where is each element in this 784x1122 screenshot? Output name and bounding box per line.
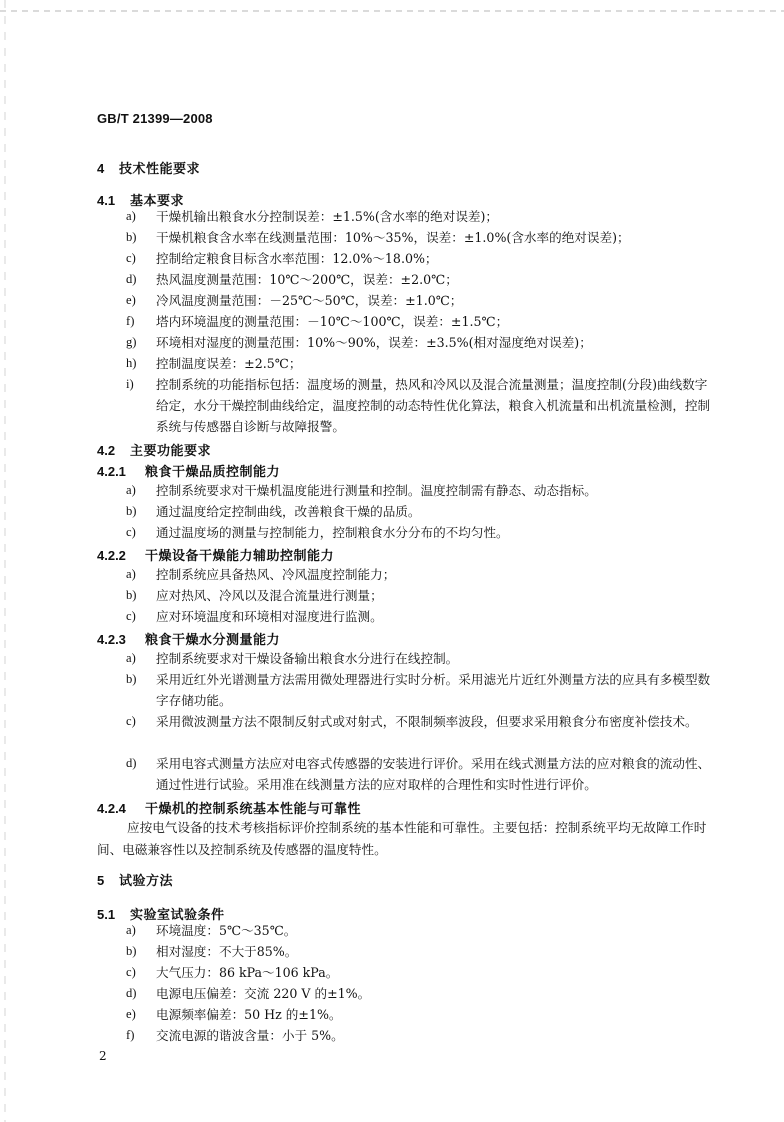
- item-label: b): [126, 588, 137, 602]
- section-title: 干燥机的控制系统基本性能与可靠性: [145, 802, 362, 817]
- section-title: 主要功能要求: [130, 444, 212, 459]
- item-text: 控制系统要求对干燥设备输出粮食水分进行在线控制。: [156, 651, 459, 666]
- list-item: [126, 920, 716, 941]
- list-item: [126, 501, 716, 522]
- section-5-heading: [97, 870, 173, 889]
- item-text: 塔内环境温度的测量范围：－10℃～100℃，误差：±1.5℃；: [156, 314, 509, 329]
- list-item: [126, 564, 716, 585]
- paragraph: 应按电气设备的技术考核指标评价控制系统的基本性能和可靠性。主要包括：控制系统平均无故障工作时间、电磁兼容性以及控制系统及传感器的温度特性。: [97, 820, 707, 857]
- item-label: a): [126, 651, 136, 665]
- item-text: 控制给定粮食目标含水率范围：12.0%～18.0%；: [156, 251, 438, 266]
- section-title: 干燥设备干燥能力辅助控制能力: [145, 549, 335, 564]
- list-item: [126, 941, 716, 962]
- list-item: [126, 311, 716, 332]
- item-text: 通过温度给定控制曲线，改善粮食干燥的品质。: [156, 504, 421, 519]
- item-text: 干燥机粮食含水率在线测量范围：10%～35%，误差：±1.0%(含水率的绝对误差)；: [156, 230, 630, 245]
- list-item: [126, 648, 716, 669]
- item-label: b): [126, 504, 137, 518]
- item-label: h): [126, 356, 137, 370]
- list-item: [126, 522, 716, 543]
- item-text: 控制温度误差：±2.5℃；: [156, 356, 302, 371]
- list-item: [126, 374, 716, 437]
- item-text: 环境相对湿度的测量范围：10%～90%，误差：±3.5%(相对湿度绝对误差)；: [156, 335, 592, 350]
- item-text: 采用近红外光谱测量方法需用微处理器进行实时分析。采用滤光片近红外测量方法的应具有多模型数字存储功能。: [156, 672, 711, 708]
- list-item: [126, 669, 716, 711]
- list-item: [126, 206, 716, 227]
- list-item: [126, 711, 716, 732]
- item-label: g): [126, 335, 137, 349]
- list-item: [126, 290, 716, 311]
- item-text: 控制系统的功能指标包括：温度场的测量，热风和冷风以及混合流量测量；温度控制(分段)曲线数字给定，水分干燥控制曲线给定，温度控制的动态特性优化算法，粮食入机流量和出机流量检测，控制系统与传感器自诊断与故障报警。: [156, 377, 711, 434]
- section-title: 技术性能要求: [119, 162, 201, 177]
- item-label: f): [126, 314, 135, 328]
- item-text: 交流电源的谐波含量：小于 5%。: [156, 1028, 344, 1043]
- item-text: 通过温度场的测量与控制能力，控制粮食水分分布的不均匀性。: [156, 525, 509, 540]
- section-number: 4.2.3: [97, 632, 126, 647]
- section-title: 基本要求: [130, 194, 185, 209]
- item-label: a): [126, 923, 136, 937]
- item-label: e): [126, 1007, 136, 1021]
- section-title: 粮食干燥品质控制能力: [145, 465, 281, 480]
- section-number: 4.2.4: [97, 801, 126, 816]
- item-label: b): [126, 944, 137, 958]
- item-label: c): [126, 609, 136, 623]
- item-label: a): [126, 567, 136, 581]
- item-text: 大气压力：86 kPa～106 kPa。: [156, 965, 339, 980]
- item-text: 冷风温度测量范围：－25℃～50℃，误差：±1.0℃；: [156, 293, 463, 308]
- item-label: d): [126, 756, 137, 770]
- item-text: 采用微波测量方法不限制反射式或对射式，不限制频率波段，但要求采用粮食分布密度补偿技术。: [156, 714, 698, 729]
- scan-edge-top: [0, 10, 784, 12]
- item-text: 电源频率偏差：50 Hz 的±1%。: [156, 1007, 342, 1022]
- scan-edge-left: [4, 0, 6, 1122]
- item-label: c): [126, 714, 136, 728]
- item-label: c): [126, 525, 136, 539]
- section-number: 4: [97, 161, 105, 176]
- item-text: 干燥机输出粮食水分控制误差：±1.5%(含水率的绝对误差)；: [156, 209, 499, 224]
- section-number: 4.2.1: [97, 464, 126, 479]
- section-title: 试验方法: [119, 874, 174, 889]
- list-item: [126, 480, 716, 501]
- list-item: [126, 332, 716, 353]
- list-item: [126, 227, 716, 248]
- item-label: d): [126, 986, 137, 1000]
- item-label: c): [126, 251, 136, 265]
- list-item: [126, 983, 716, 1004]
- item-label: d): [126, 272, 137, 286]
- standard-code: GB/T 21399—2008: [97, 111, 213, 126]
- section-number: 4.2: [97, 443, 116, 458]
- section-number: 4.1: [97, 193, 116, 208]
- page-number: 2: [99, 1049, 107, 1063]
- section-number: 5.1: [97, 907, 116, 922]
- item-label: f): [126, 1028, 135, 1042]
- section-4-2-heading: [97, 440, 211, 459]
- list-item: [126, 962, 716, 983]
- item-text: 应对热风、冷风以及混合流量进行测量；: [156, 588, 383, 603]
- list-item: [126, 1004, 716, 1025]
- list-item: [126, 753, 716, 795]
- section-title: 实验室试验条件: [130, 908, 225, 923]
- item-label: c): [126, 965, 136, 979]
- item-text: 电源电压偏差：交流 220 V 的±1%。: [156, 986, 371, 1001]
- list-item: [126, 606, 716, 627]
- item-label: b): [126, 230, 137, 244]
- list-item: [126, 585, 716, 606]
- item-label: e): [126, 293, 136, 307]
- item-text: 热风温度测量范围：10℃～200℃，误差：±2.0℃；: [156, 272, 458, 287]
- section-4-2-1-heading: [97, 461, 280, 480]
- section-4-2-2-heading: [97, 545, 334, 564]
- item-label: a): [126, 209, 136, 223]
- item-text: 控制系统应具备热风、冷风温度控制能力；: [156, 567, 396, 582]
- item-label: b): [126, 672, 137, 686]
- section-number: 4.2.2: [97, 548, 126, 563]
- list-item: [126, 248, 716, 269]
- item-text: 控制系统要求对干燥机温度能进行测量和控制。温度控制需有静态、动态指标。: [156, 483, 597, 498]
- list-item: [126, 353, 716, 374]
- section-4-2-4-heading: [97, 798, 361, 817]
- item-text: 相对湿度：不大于85%。: [156, 944, 298, 959]
- item-label: a): [126, 483, 136, 497]
- item-text: 应对环境温度和环境相对湿度进行监测。: [156, 609, 383, 624]
- section-4-heading: [97, 158, 200, 177]
- section-number: 5: [97, 873, 105, 888]
- item-label: i): [126, 377, 134, 391]
- section-4-2-3-heading: [97, 629, 280, 648]
- list-item: [126, 269, 716, 290]
- list-item: [126, 1025, 716, 1046]
- item-text: 环境温度：5℃～35℃。: [156, 923, 297, 938]
- section-title: 粮食干燥水分测量能力: [145, 633, 281, 648]
- item-text: 采用电容式测量方法应对电容式传感器的安装进行评价。采用在线式测量方法的应对粮食的流动性、通过性进行试验。采用准在线测量方法的应对取样的合理性和实时性进行评价。: [156, 756, 711, 792]
